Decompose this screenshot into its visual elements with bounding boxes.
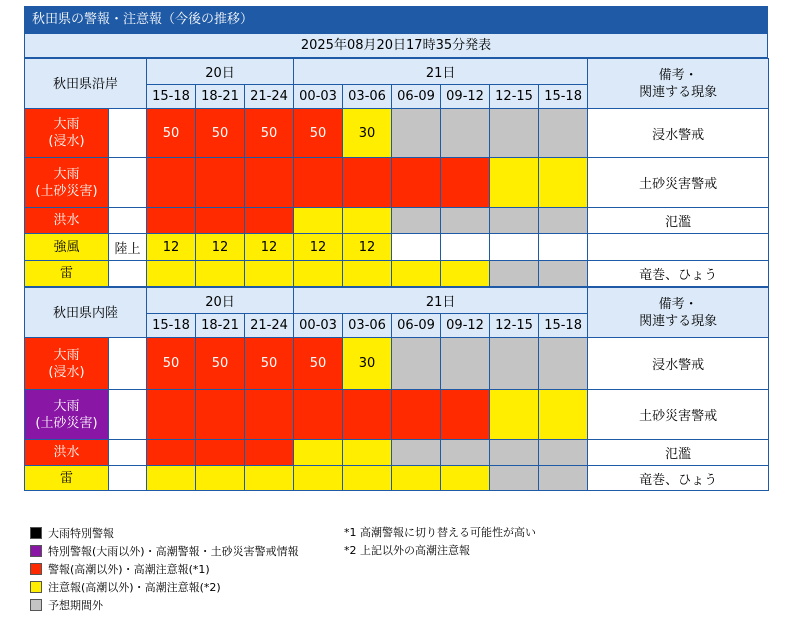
warning-row [25,440,769,466]
legend-item [30,596,299,614]
legend-item [30,542,299,560]
day-header: 20日 [147,288,294,314]
header-row-days [25,59,769,85]
time-header: 18-21 [196,85,245,109]
day-header: 21日 [294,288,588,314]
forecast-cell: 50 [196,338,245,390]
time-header: 21-24 [245,85,294,109]
remarks-header: 備考・ 関連する現象 [588,59,769,109]
region-name: 秋田県沿岸 [25,59,147,109]
forecast-cell [392,208,441,234]
forecast-cell [392,390,441,440]
remark-cell: 土砂災害警戒 [588,390,769,440]
warning-type-label: 大雨 (土砂災害) [25,390,109,440]
forecast-cell [441,261,490,287]
forecast-cell [196,466,245,491]
warning-type-label: 雷 [25,466,109,491]
area-sub-label [109,261,147,287]
forecast-cell: 30 [343,109,392,158]
warning-row [25,261,769,287]
forecast-cell [196,440,245,466]
legend-item [30,524,299,542]
forecast-cell [147,261,196,287]
warning-panel [24,6,768,491]
time-header: 00-03 [294,314,343,338]
forecast-cell: 12 [147,234,196,261]
day-header: 21日 [294,59,588,85]
forecast-cell: 50 [147,109,196,158]
legend-label: 警報(高潮以外)・高潮注意報(*1) [48,563,210,576]
legend-label: 注意報(高潮以外)・高潮注意報(*2) [48,581,221,594]
remark-cell: 氾濫 [588,440,769,466]
forecast-cell [147,208,196,234]
forecast-cell [539,208,588,234]
time-header: 09-12 [441,85,490,109]
legend-swatch [30,545,42,557]
time-header: 18-21 [196,314,245,338]
legend-label: 予想期間外 [48,599,103,612]
forecast-cell [441,338,490,390]
forecast-cell [245,158,294,208]
day-header: 20日 [147,59,294,85]
area-sub-label [109,158,147,208]
forecast-cell [490,208,539,234]
forecast-cell [490,109,539,158]
legend-item [30,560,299,578]
region-name: 秋田県内陸 [25,288,147,338]
forecast-cell [490,390,539,440]
forecast-cell [294,390,343,440]
forecast-cell [539,440,588,466]
legend-label: 大雨特別警報 [48,527,114,540]
warning-row [25,109,769,158]
time-header: 15-18 [539,314,588,338]
forecast-cell [539,158,588,208]
forecast-cell [343,158,392,208]
forecast-cell: 12 [294,234,343,261]
forecast-cell [343,390,392,440]
forecast-cell [294,261,343,287]
forecast-cell [539,234,588,261]
forecast-cell [196,261,245,287]
remark-cell: 土砂災害警戒 [588,158,769,208]
time-header: 06-09 [392,85,441,109]
forecast-cell [539,109,588,158]
warning-type-label: 大雨 (浸水) [25,338,109,390]
forecast-cell [490,234,539,261]
legend-label: 特別警報(大雨以外)・高潮警報・土砂災害警戒情報 [48,545,299,558]
forecast-cell: 50 [147,338,196,390]
forecast-cell [441,466,490,491]
footnotes [344,524,536,560]
warning-table [24,287,769,491]
warning-type-label: 大雨 (土砂災害) [25,158,109,208]
forecast-cell [539,466,588,491]
forecast-cell [294,440,343,466]
remark-cell: 竜巻、ひょう [588,466,769,491]
forecast-cell [441,390,490,440]
forecast-cell: 12 [245,234,294,261]
forecast-cell: 50 [294,109,343,158]
forecast-cell [392,234,441,261]
time-header: 03-06 [343,85,392,109]
forecast-cell [490,158,539,208]
forecast-cell [245,208,294,234]
legend [30,524,770,624]
remarks-header: 備考・ 関連する現象 [588,288,769,338]
area-sub-label [109,466,147,491]
forecast-cell [147,158,196,208]
time-header: 15-18 [147,314,196,338]
warning-type-label: 洪水 [25,440,109,466]
forecast-cell [294,158,343,208]
forecast-cell [294,208,343,234]
legend-list [30,524,299,614]
forecast-cell [392,158,441,208]
forecast-cell: 12 [196,234,245,261]
warning-type-label: 大雨 (浸水) [25,109,109,158]
forecast-cell [343,261,392,287]
forecast-cell [294,466,343,491]
forecast-cell [343,440,392,466]
time-header: 00-03 [294,85,343,109]
header-row-days [25,288,769,314]
page-title: 秋田県の警報・注意報（今後の推移） [24,6,768,34]
forecast-cell [441,440,490,466]
warning-table [24,58,769,287]
forecast-cell: 30 [343,338,392,390]
legend-swatch [30,599,42,611]
footnote: *2 上記以外の高潮注意報 [344,544,470,557]
forecast-cell [539,338,588,390]
time-header: 12-15 [490,314,539,338]
time-header: 15-18 [147,85,196,109]
legend-swatch [30,527,42,539]
forecast-cell [392,440,441,466]
area-sub-label [109,208,147,234]
forecast-cell: 50 [196,109,245,158]
forecast-cell: 50 [245,109,294,158]
legend-swatch [30,581,42,593]
footnote: *1 高潮警報に切り替える可能性が高い [344,526,536,539]
forecast-cell [245,440,294,466]
area-sub-label: 陸上 [109,234,147,261]
issued-time: 2025年08月20日17時35分発表 [24,34,768,58]
time-header: 12-15 [490,85,539,109]
forecast-cell [196,390,245,440]
warning-type-label: 雷 [25,261,109,287]
warning-row [25,158,769,208]
warning-type-label: 洪水 [25,208,109,234]
forecast-cell: 50 [294,338,343,390]
area-sub-label [109,440,147,466]
remark-cell [588,234,769,261]
forecast-cell [245,390,294,440]
legend-item [30,578,299,596]
forecast-cell [539,261,588,287]
forecast-cell [147,390,196,440]
time-header: 21-24 [245,314,294,338]
forecast-cell [196,158,245,208]
forecast-cell [245,466,294,491]
warning-row [25,234,769,261]
time-header: 03-06 [343,314,392,338]
forecast-cell [441,234,490,261]
forecast-cell [490,338,539,390]
forecast-cell [441,208,490,234]
area-sub-label [109,109,147,158]
forecast-cell [147,466,196,491]
forecast-cell [392,466,441,491]
warning-tables [24,58,768,491]
warning-type-label: 強風 [25,234,109,261]
forecast-cell: 50 [245,338,294,390]
warning-row [25,466,769,491]
forecast-cell [196,208,245,234]
forecast-cell [245,261,294,287]
warning-row [25,338,769,390]
forecast-cell [490,466,539,491]
remark-cell: 竜巻、ひょう [588,261,769,287]
forecast-cell [441,158,490,208]
time-header: 09-12 [441,314,490,338]
forecast-cell [343,208,392,234]
forecast-cell [441,109,490,158]
forecast-cell [392,109,441,158]
area-sub-label [109,390,147,440]
time-header: 15-18 [539,85,588,109]
remark-cell: 浸水警戒 [588,338,769,390]
legend-swatch [30,563,42,575]
forecast-cell [490,440,539,466]
forecast-cell [147,440,196,466]
warning-row [25,390,769,440]
forecast-cell [490,261,539,287]
time-header: 06-09 [392,314,441,338]
remark-cell: 氾濫 [588,208,769,234]
area-sub-label [109,338,147,390]
forecast-cell: 12 [343,234,392,261]
remark-cell: 浸水警戒 [588,109,769,158]
forecast-cell [343,466,392,491]
warning-row [25,208,769,234]
forecast-cell [539,390,588,440]
forecast-cell [392,338,441,390]
forecast-cell [392,261,441,287]
